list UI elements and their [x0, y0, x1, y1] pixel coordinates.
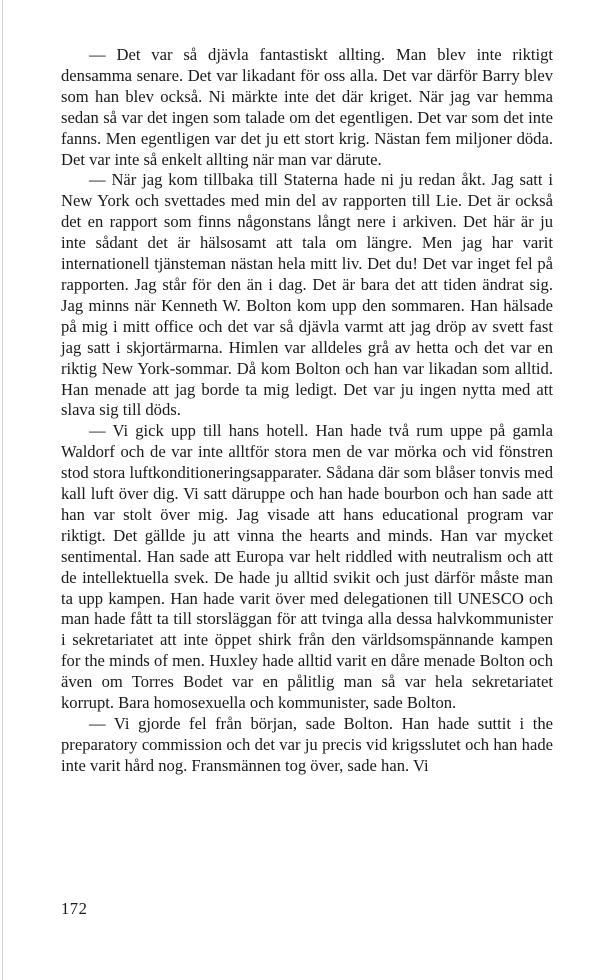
page-number: 172 [61, 899, 88, 918]
page-text-block [61, 45, 553, 777]
paragraph-2: — När jag kom tillbaka till Staterna hade ni ju redan åkt. Jag satt i New York och svettades med min del av rapporten till Lie. Det är också det en rapport som finns någonstans långt nere i arkiven. Det här är ju inte sådant det är hälsosamt att tala om längre. Men jag har varit internationell tjänsteman nästan hela mitt liv. Det du! Det var inget fel på rapporten. Jag står för den än i dag. Det är bara det att tiden ändrat sig. Jag minns när Kenneth W. Bolton kom upp den sommaren. Han hälsade på mig i mitt office och det var så djävla varmt att jag dröp av svett fast jag satt i skjortärmarna. Himlen var alldeles grå av hetta och det var en riktig New York-sommar. Då kom Bolton och han var likadan som alltid. Han menade att jag borde ta mig ledigt. Det var ju ingen nytta med att slava sig till döds. [61, 170, 553, 420]
paragraph-4: — Vi gjorde fel från början, sade Bolton. Han hade suttit i the preparatory commission och det var ju precis vid krigsslutet och han hade inte varit hård nog. Fransmännen tog över, sade han. Vi [61, 714, 553, 775]
paragraph-3: — Vi gick upp till hans hotell. Han hade två rum uppe på gamla Waldorf och de var inte alltför stora men de var mörka och vid fönstren stod stora luftkonditioneringsapparater. Sådana där som blåser tonvis med kall luft över dig. Vi satt däruppe och han hade bourbon och han sade att han var stolt över mig. Jag visade att hans educational program var riktigt. Det gällde ju att vinna the hearts and minds. Han var mycket sentimental. Han sade att Europa var helt riddled with neutralism och att de intellektuella svek. De hade ju alltid svikit och just därför måste man ta upp kampen. Han hade varit över med delegationen till UNESCO och man hade fått ta till storsläggan för att tvinga alla dessa halvkommunister i sekretariatet att inte öppet shirk från den världsomspännande kampen for the minds of men. Huxley hade alltid varit en dåre menade Bolton och även om Torres Bodet var en pålitlig man så var hela sekretariatet korrupt. Bara homosexuella och kommunister, sade Bolton. [61, 421, 553, 713]
page-edge-rule [2, 0, 3, 980]
paragraph-1: — Det var så djävla fantastiskt allting. Man blev inte riktigt densamma senare. Det var likadant för oss alla. Det var därför Barry blev som han blev också. Ni märkte inte det där kriget. När jag var hemma sedan så var det ingen som talade om det egentligen. Det var som det inte fanns. Men egentligen var det ju ett stort krig. Nästan fem miljoner döda. Det var inte så enkelt allting när man var därute. [61, 45, 553, 169]
